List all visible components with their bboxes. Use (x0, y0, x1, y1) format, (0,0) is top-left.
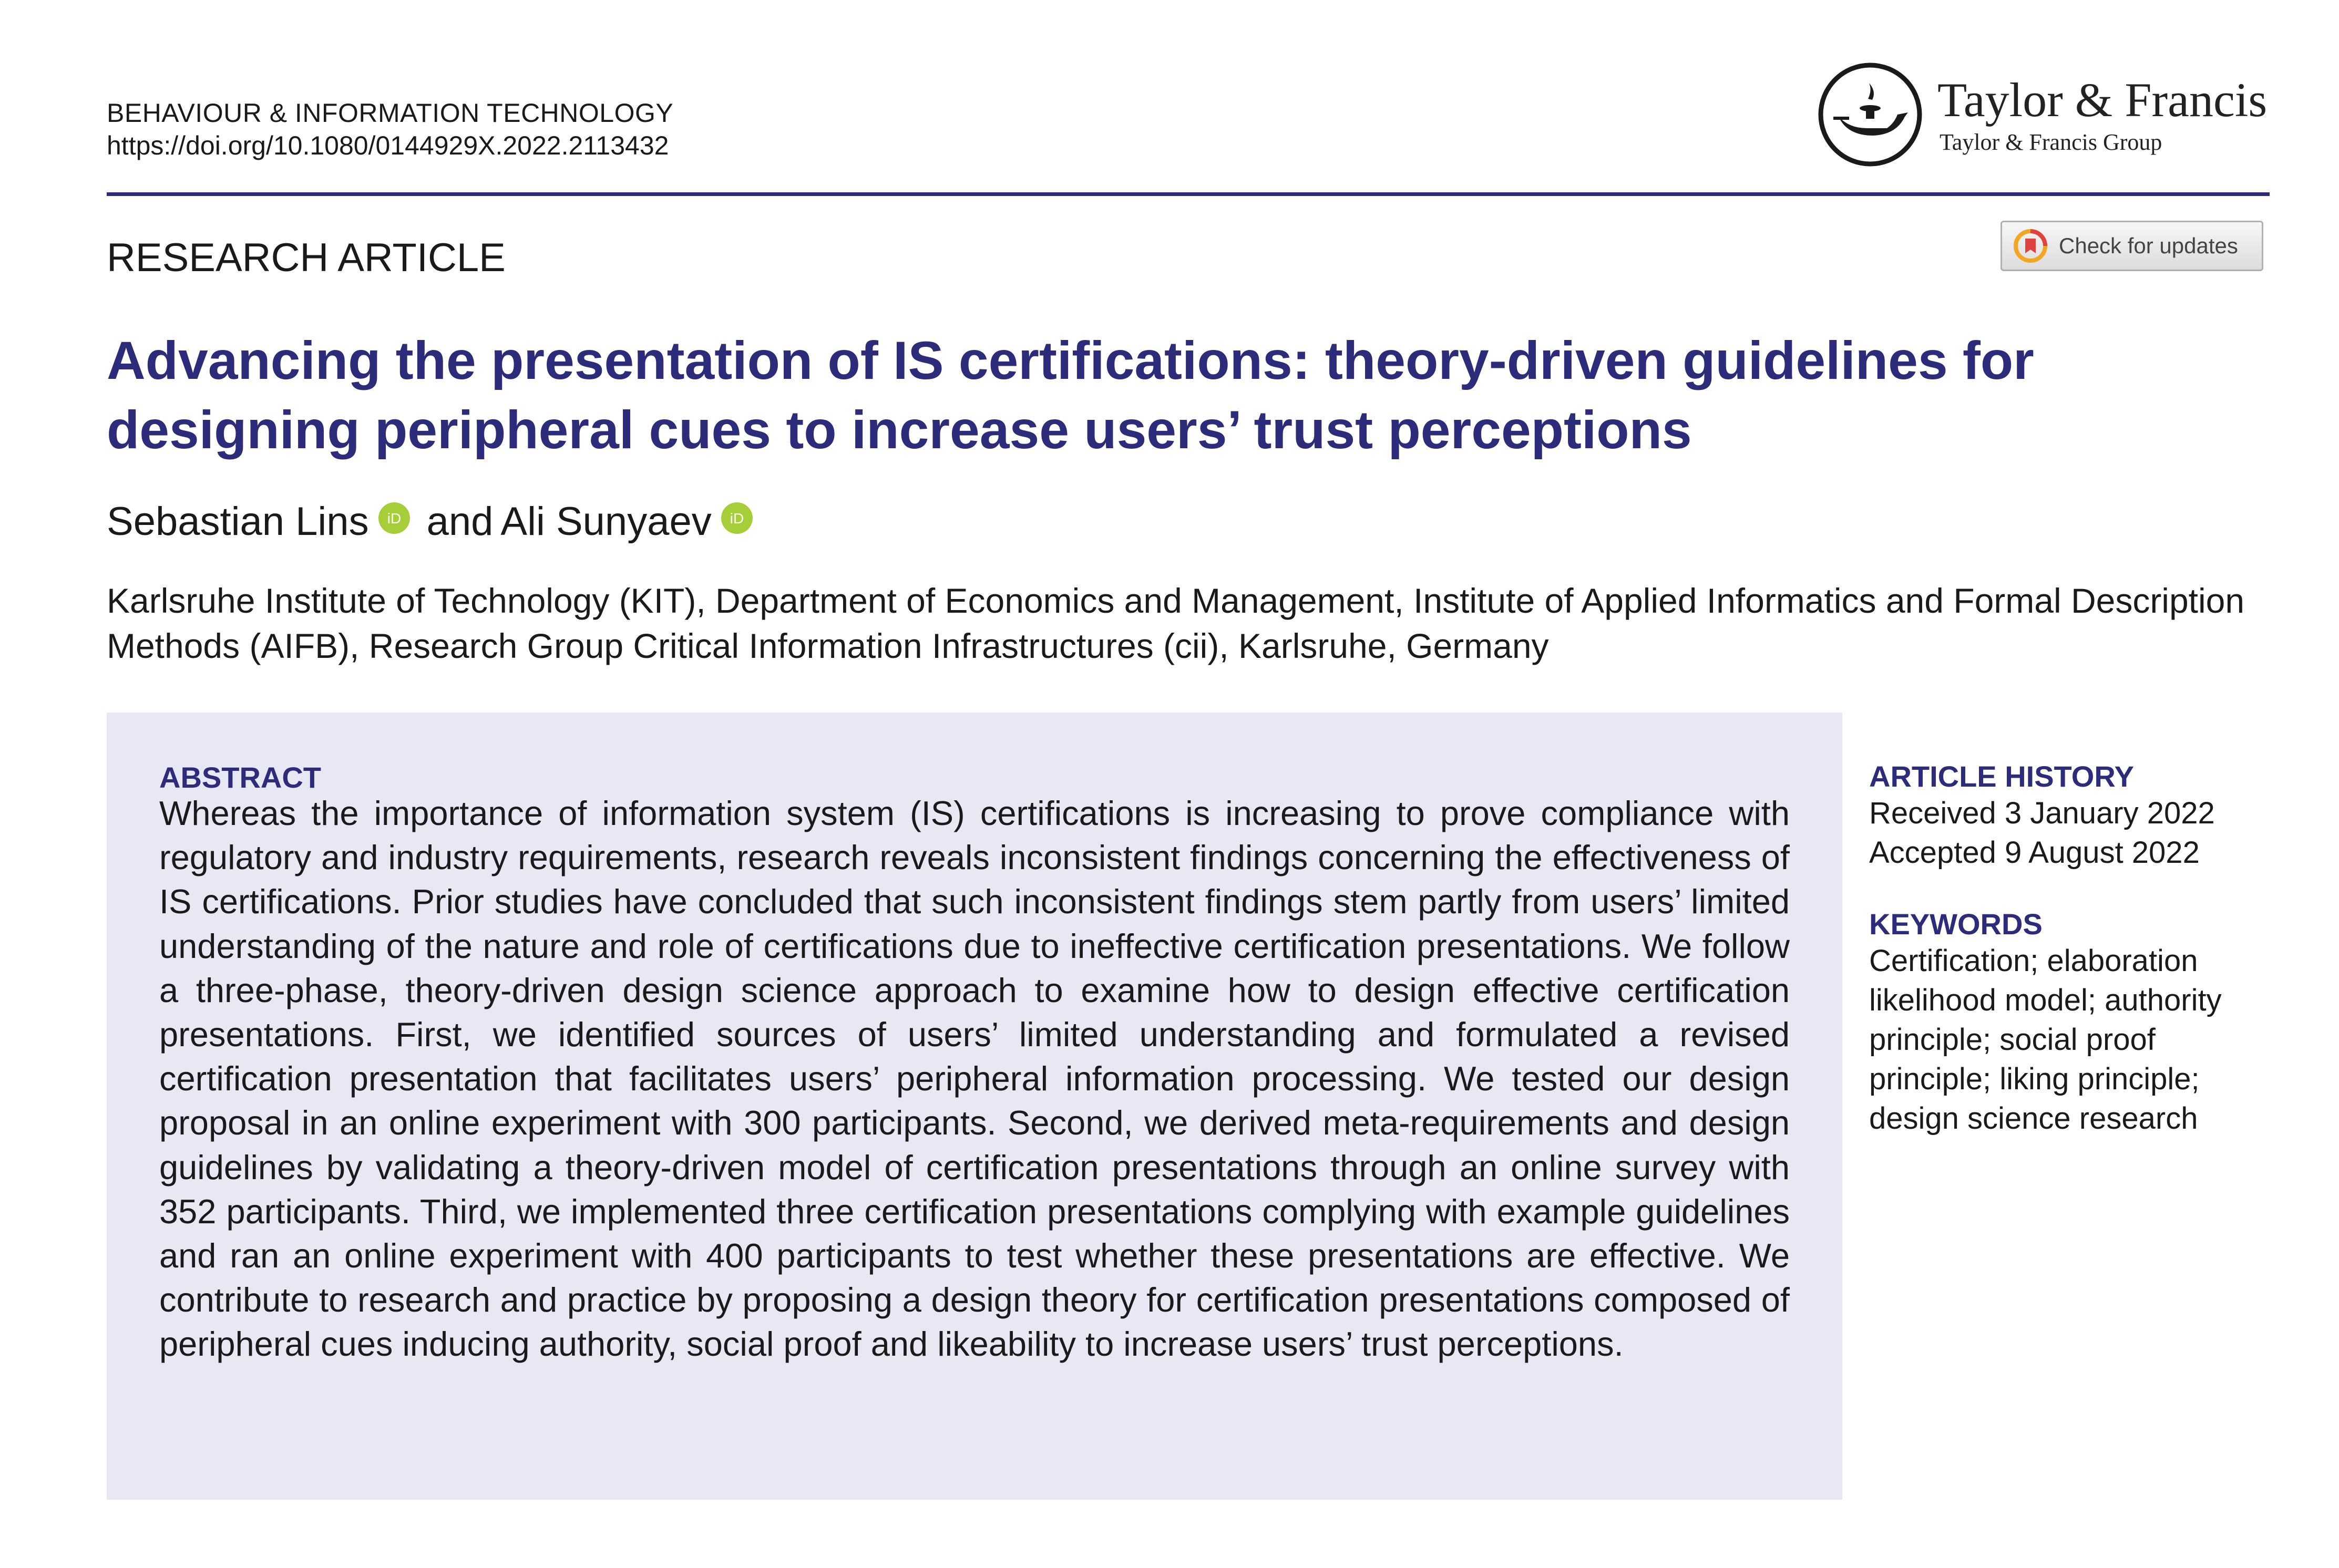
journal-name: BEHAVIOUR & INFORMATION TECHNOLOGY (107, 98, 674, 128)
abstract-box (107, 713, 1842, 1500)
article-history-heading: ARTICLE HISTORY (1869, 760, 2135, 793)
author-line (107, 494, 762, 547)
svg-text:iD: iD (387, 510, 401, 527)
check-for-updates-icon (2014, 229, 2047, 263)
received-date: Received 3 January 2022 (1869, 796, 2215, 830)
orcid-icon[interactable] (378, 502, 410, 534)
orcid-icon[interactable] (721, 502, 753, 534)
taylor-francis-lamp-icon (1818, 62, 1923, 167)
publisher-block[interactable] (1818, 62, 2270, 167)
journal-info (107, 97, 673, 162)
header-divider (107, 192, 2270, 196)
keywords-list: Certification; elaboration likelihood model; authority principle; social proof principle; liking principle; design science research (1869, 944, 2222, 1136)
affiliation: Karlsruhe Institute of Technology (KIT), Department of Economics and Management, Institute of Applied Informatics and Formal Description Methods (AIFB), Research Group Critical Information Infrastructures (cii), Karlsruhe, Germany (107, 581, 2245, 665)
doi-link[interactable]: https://doi.org/10.1080/0144929X.2022.2113432 (107, 131, 669, 160)
keywords-heading: KEYWORDS (1869, 907, 2043, 941)
check-for-updates-label: Check for updates (2059, 233, 2238, 258)
author-name[interactable]: Sebastian Lins (107, 499, 369, 544)
author-name[interactable]: Ali Sunyaev (500, 499, 712, 544)
article-title: Advancing the presentation of IS certifications: theory-driven guidelines for designing peripheral cues to increase users’ trust perceptions (107, 331, 2034, 460)
check-for-updates-button[interactable] (2001, 221, 2263, 271)
author-conjunction: and (426, 499, 494, 544)
article-type: RESEARCH ARTICLE (107, 235, 506, 280)
accepted-date: Accepted 9 August 2022 (1869, 835, 2200, 870)
svg-text:iD: iD (730, 510, 744, 527)
publisher-group: Taylor & Francis Group (1940, 129, 2162, 155)
publisher-name: Taylor & Francis (1937, 73, 2268, 127)
abstract-heading: ABSTRACT (159, 761, 321, 794)
article-sidebar (1869, 760, 2269, 1138)
abstract-text: Whereas the importance of information system (IS) certifications is increasing to prove compliance with regulatory and industry requirements, research reveals inconsistent findings concerning the effectiveness of IS certifications. Prior studies have concluded that such inconsistent findings stem partly from users’ limited understanding of the nature and role of certifications due to ineffective certification presentations. We follow a three-phase, theory-driven design science approach to examine how to design effective certification presentations. First, we identified sources of users’ limited understanding and formulated a revised certification presentation that facilitates users’ peripheral information processing. We tested our design proposal in an online experiment with 300 participants. Second, we derived meta-requirements and design guidelines by validating a theory-driven model of certification presentations through an online survey with 352 participants. Third, we implemented three certification presentations complying with example guidelines and ran an online experiment with 400 participants to test whether these presentations are effective. We contribute to research and practice by proposing a design theory for certification presentations composed of peripheral cues inducing authority, social proof and likeability to increase users’ trust perceptions. (159, 794, 1790, 1364)
